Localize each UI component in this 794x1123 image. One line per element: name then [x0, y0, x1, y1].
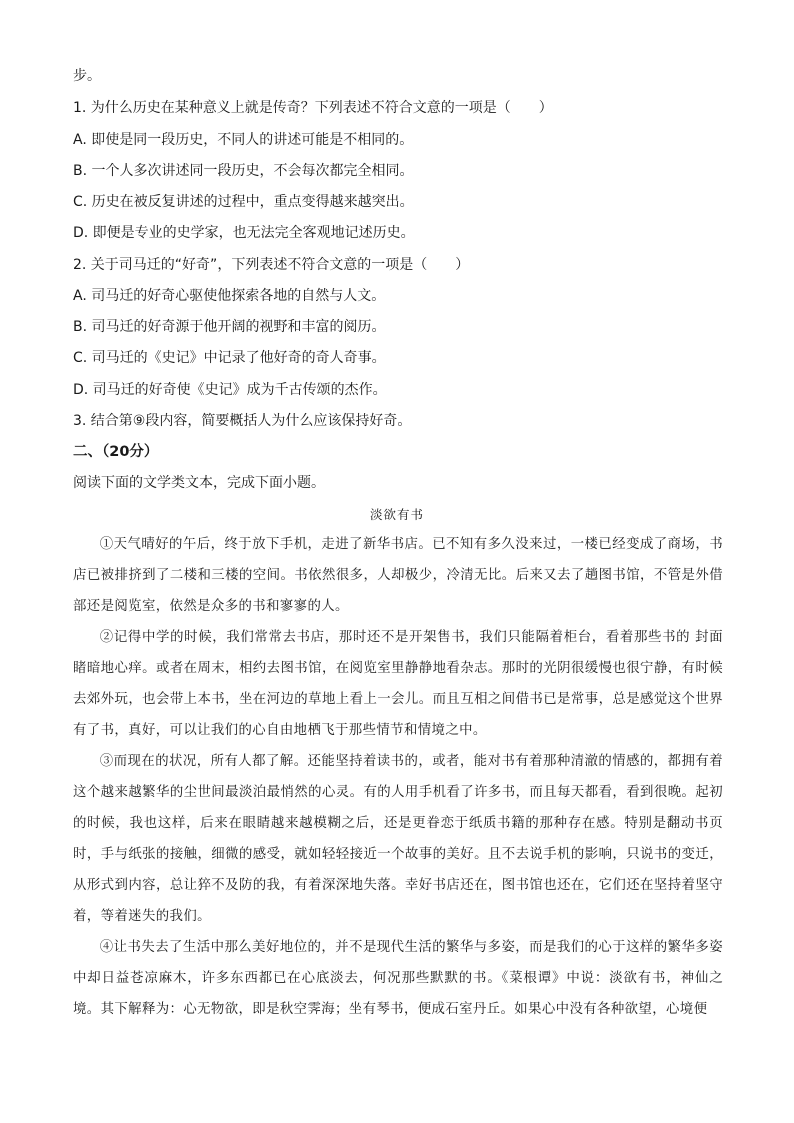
- question-1-option-b: B. 一个人多次讲述同一段历史，不会每次都完全相同。: [73, 163, 414, 179]
- story-paragraph-2: ②记得中学的时候，我们常常去书店，那时还不是开架售书，我们只能隔着柜台，看着那些书的 封面睹暗地心痒。或者在周末，相约去图书馆，在阅览室里静静地看杂志。那时的光阴很缓慢也很宁静，有时候去郊外玩，也会带上本书，坐在河边的草地上看上一会儿。而且互相之间借书已是常事，总是感觉这个世界有了书，真好，可以让我们的心自由地栖飞于那些情节和情境之中。: [73, 630, 723, 738]
- story-paragraph-4: ④让书失去了生活中那么美好地位的，并不是现代生活的繁华与多姿，而是我们的心于这样的繁华多姿中却日益苍凉麻木，许多东西都已在心底淡去，何况那些默默的书。《菜根谭》中说：淡欲有书，神仙之境。其下解释为：心无物欲，即是秋空霁海；坐有琴书，便成石室丹丘。如果心中没有各种欲望，心境便: [73, 940, 723, 1017]
- question-2-option-b: B. 司马迁的好奇源于他开阔的视野和丰富的阅历。: [73, 319, 386, 335]
- story-paragraph-1: ①天气晴好的午后，终于放下手机，走进了新华书店。已不知有多久没来过，一楼已经变成了商场，书店已被排挤到了二楼和三楼的空间。书依然很多，人却极少，冷清无比。后来又去了趟图书馆，不管是外借部还是阅览室，依然是众多的书和寥寥的人。: [73, 537, 723, 614]
- question-2-stem: 2. 关于司马迁的“好奇”，下列表述不符合文意的一项是（ ）: [73, 257, 470, 273]
- question-1-option-d: D. 即便是专业的史学家，也无法完全客观地记述历史。: [73, 225, 415, 241]
- section-instruction: 阅读下面的文学类文本，完成下面小题。: [73, 475, 325, 491]
- question-2-option-d: D. 司马迁的好奇使《史记》成为千古传颂的杰作。: [73, 382, 387, 398]
- question-2-option-c: C. 司马迁的《史记》中记录了他好奇的奇人奇事。: [73, 350, 386, 366]
- story-title: 淡欲有书: [369, 507, 424, 522]
- question-1-option-a: A. 即使是同一段历史，不同人的讲述可能是不相同的。: [73, 132, 414, 148]
- question-1-option-c: C. 历史在被反复讲述的过程中，重点变得越来越突出。: [73, 194, 414, 210]
- question-3-stem: 3. 结合第⑨段内容，简要概括人为什么应该保持好奇。: [73, 413, 412, 429]
- previous-text-fragment: 步。: [73, 68, 101, 84]
- story-paragraph-3: ③而现在的状况，所有人都了解。还能坚持着读书的，或者，能对书有着那种清澈的情感的，都拥有着这个越来越繁华的尘世间最淡泊最悄然的心灵。有的人用手机看了许多书，而且每天都看，看到很晚。起初的时候，我也这样，后来在眼睛越来越模糊之后，还是更眷恋于纸质书籍的那种存在感。特别是翻动书页时，手与纸张的接触，细微的感受，就如轻轻接近一个故事的美好。且不去说手机的影响，只说书的变迁，从形式到内容，总让猝不及防的我，有着深深地失落。幸好书店还在，图书馆也还在，它们还在坚持着坚守着，等着迷失的我们。: [73, 754, 723, 924]
- section-heading: 二、（20分）: [73, 444, 159, 460]
- question-2-option-a: A. 司马迁的好奇心驱使他探索各地的自然与人文。: [73, 288, 386, 304]
- question-1-stem: 1. 为什么历史在某种意义上就是传奇？下列表述不符合文意的一项是（ ）: [73, 100, 553, 116]
